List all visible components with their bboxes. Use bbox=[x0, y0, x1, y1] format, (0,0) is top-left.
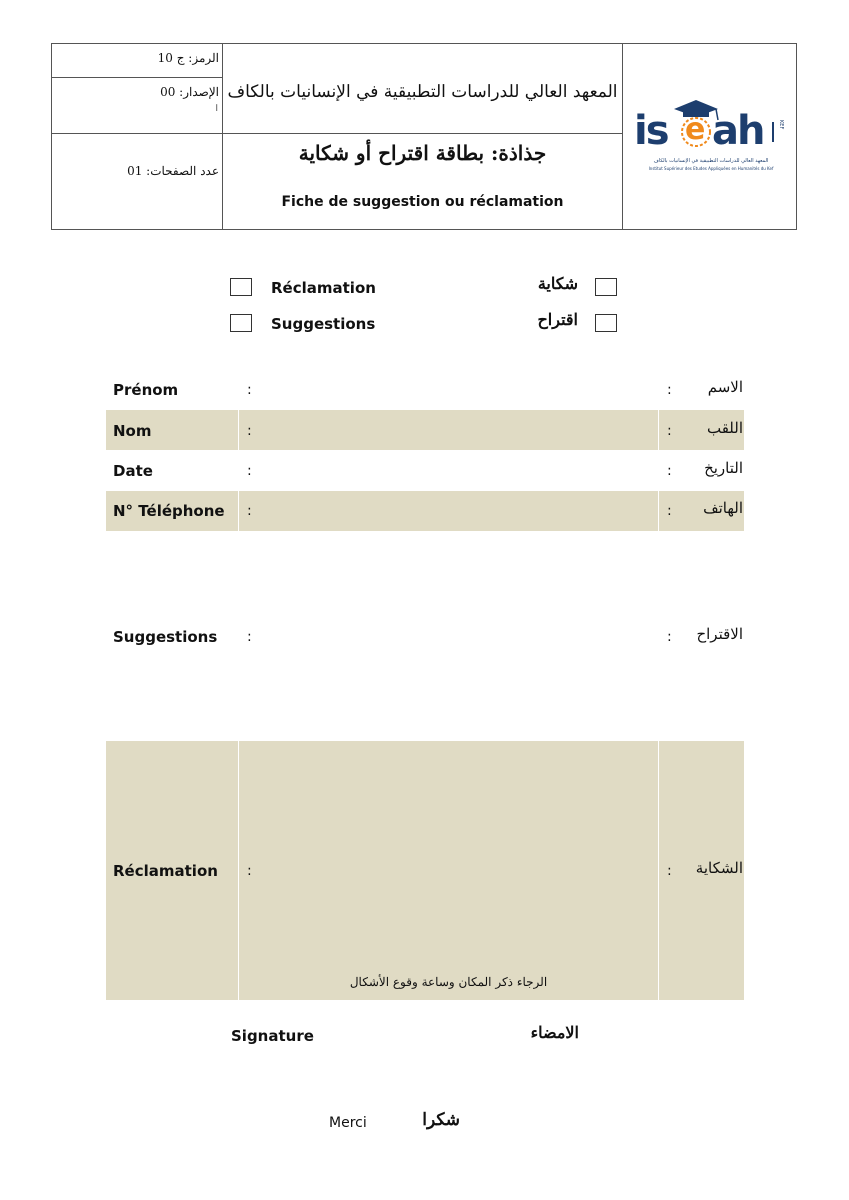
version-mark: ا bbox=[215, 104, 218, 114]
suggestion-checkbox-ar[interactable] bbox=[595, 314, 617, 332]
prenom-input-area[interactable] bbox=[262, 372, 654, 408]
header-table bbox=[51, 43, 797, 230]
form-title-ar: جذاذة: بطاقة اقتراح أو شكاية bbox=[298, 141, 547, 165]
page-count: عدد الصفحات: 01 bbox=[127, 164, 219, 178]
reclamation-option-label: Réclamation bbox=[271, 279, 376, 297]
institute-name: المعهد العالي للدراسات التطبيقية في الإنسانيات بالكاف bbox=[227, 82, 618, 102]
doc-version: الإصدار: 00 bbox=[160, 85, 219, 99]
colon: : bbox=[667, 503, 672, 519]
logo-e: e bbox=[685, 112, 706, 147]
reclamation-text-area[interactable] bbox=[262, 745, 654, 965]
suggestions-label-ar: الاقتراح bbox=[696, 625, 743, 643]
date-input-area[interactable] bbox=[262, 452, 654, 488]
nom-label-ar: اللقب bbox=[706, 419, 743, 437]
phone-input-area[interactable] bbox=[262, 493, 654, 529]
colon: : bbox=[247, 382, 252, 398]
signature-label: Signature bbox=[231, 1027, 314, 1045]
prenom-label: Prénom bbox=[113, 381, 179, 399]
prenom-label-ar: الاسم bbox=[707, 378, 743, 396]
thanks-fr: Merci bbox=[329, 1115, 367, 1131]
suggestion-option-label-ar: اقتراح bbox=[537, 310, 578, 329]
nom-label: Nom bbox=[113, 422, 152, 440]
date-label-ar: التاريخ bbox=[704, 459, 743, 477]
colon: : bbox=[247, 629, 252, 645]
colon: : bbox=[247, 863, 252, 879]
complaint-checkbox-ar[interactable] bbox=[595, 278, 617, 296]
suggestions-checkbox[interactable] bbox=[230, 314, 252, 332]
doc-code: الرمز: ج 10 bbox=[157, 51, 219, 65]
suggestions-option-label: Suggestions bbox=[271, 315, 376, 333]
colon: : bbox=[247, 423, 252, 439]
suggestions-text-area[interactable] bbox=[262, 540, 654, 735]
divider bbox=[658, 491, 659, 531]
complaint-option-label-ar: شكاية bbox=[537, 274, 578, 293]
divider bbox=[238, 410, 239, 450]
divider bbox=[238, 491, 239, 531]
logo-is: is bbox=[634, 108, 668, 154]
phone-label: N° Téléphone bbox=[113, 502, 225, 520]
logo-ah: ah bbox=[712, 108, 764, 154]
divider bbox=[52, 133, 622, 134]
colon: : bbox=[247, 463, 252, 479]
logo-caption-ar: المعهد العالي للدراسات التطبيقية في الإنسانيات بالكاف bbox=[653, 158, 769, 164]
form-title-fr: Fiche de suggestion ou réclamation bbox=[281, 194, 564, 210]
colon: : bbox=[667, 423, 672, 439]
colon: : bbox=[667, 463, 672, 479]
reclamation-checkbox[interactable] bbox=[230, 278, 252, 296]
colon: : bbox=[667, 629, 672, 645]
suggestions-label: Suggestions bbox=[113, 628, 218, 646]
phone-label-ar: الهاتف bbox=[703, 499, 743, 517]
nom-input-area[interactable] bbox=[262, 412, 654, 448]
reclamation-label-ar: الشكاية bbox=[695, 859, 743, 877]
signature-label-ar: الامضاء bbox=[530, 1023, 579, 1042]
logo-caption-fr: Institut Supérieur des Etudes Appliquées en Humanités du Kef bbox=[648, 166, 774, 171]
colon: : bbox=[247, 503, 252, 519]
colon: : bbox=[667, 382, 672, 398]
divider bbox=[622, 44, 623, 229]
divider bbox=[658, 410, 659, 450]
institute-logo bbox=[632, 92, 792, 176]
date-label: Date bbox=[113, 462, 153, 480]
divider bbox=[658, 741, 659, 1000]
reclamation-note: الرجاء ذكر المكان وساعة وقوع الأشكال bbox=[349, 975, 548, 989]
logo-kef: KEF bbox=[778, 120, 784, 130]
reclamation-label: Réclamation bbox=[113, 862, 218, 880]
colon: : bbox=[667, 863, 672, 879]
divider bbox=[52, 77, 222, 78]
divider bbox=[238, 741, 239, 1000]
thanks-ar: شكرا bbox=[422, 1110, 460, 1130]
